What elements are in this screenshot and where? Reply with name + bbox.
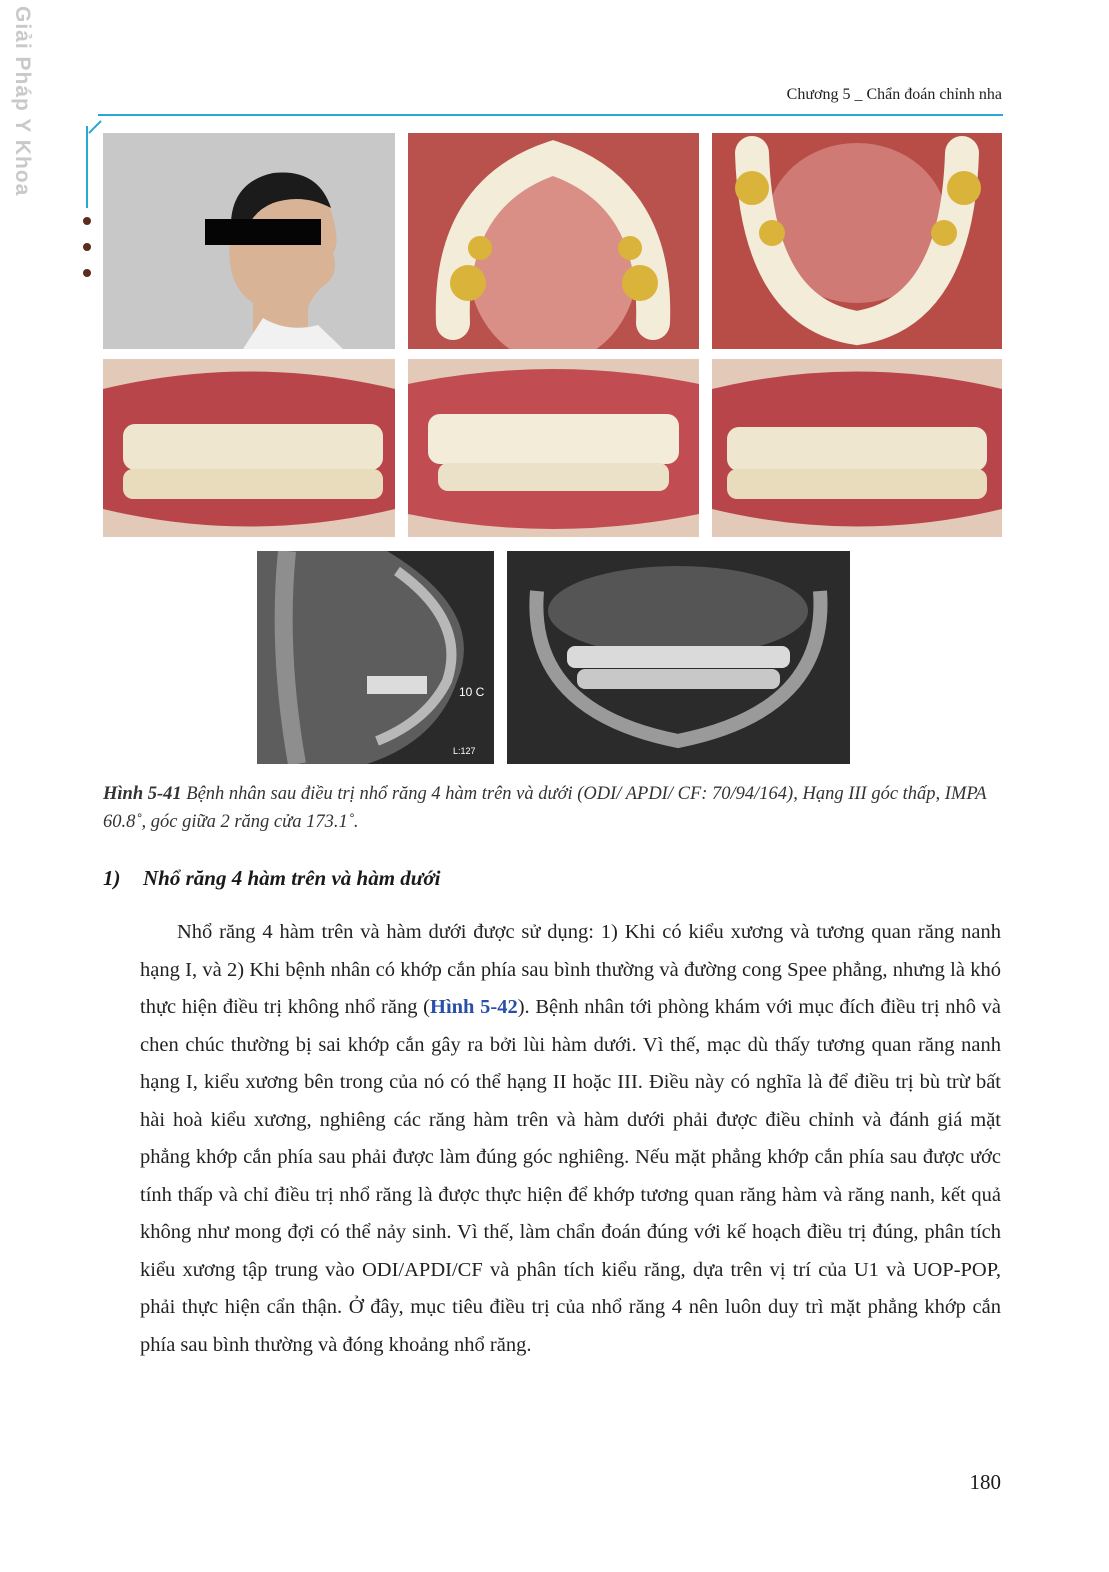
section-number: 1) (103, 866, 121, 890)
right-buccal-photo (103, 359, 395, 537)
figure-caption (103, 780, 1003, 836)
ceph-l-text: L:127 (453, 746, 476, 756)
body-text-start: Nhổ răng 4 hàm trên và hàm dưới được sử dụng: 1) Khi có kiểu xương và tương quan răng nanh hạng I, và 2) Khi bệnh nhân có khớp cắn phía sau bình thường và đường cong Spee phẳng, nhưng là khó thực hiện điều trị không nhổ răng ( (140, 921, 1001, 1018)
frontal-bite-photo (408, 359, 699, 537)
body-text-end: ). Bệnh nhân tới phòng khám với mục đích điều trị nhô và chen chúc thường bị sai khớp cắn gây ra bởi lùi hàm dưới. Vì thế, mạc dù thấy tương quan răng nanh hạng I, kiểu xương bên trong của nó có thể hạng II hoặc III. Điều này có nghĩa là để điều trị bù trừ bất hài hoà kiểu xương, nghiêng các răng hàm trên và hàm dưới phải được điều chỉnh và đánh giá mặt phẳng khớp cắn phía sau phải được làm đúng góc nghiêng. Nếu mặt phẳng khớp cắn phía sau được ước tính thấp và chỉ điều trị nhổ răng là được thực hiện để khớp tương quan răng hàm và răng nanh, kết quả không như mong đợi có thể nảy sinh. Vì thế, làm chẩn đoán đúng với kế hoạch điều trị đúng, phân tích kiểu xương tập trung vào ODI/APDI/CF và phân tích kiểu răng, dựa trên vị trí của U1 và UOP-POP, phải thực hiện cẩn thận. Ở đây, mục tiêu điều trị của nhổ răng 4 nên luôn duy trì mặt phẳng khớp cắn phía sau bình thường và đóng khoảng nhổ răng. (140, 996, 1001, 1356)
side-watermark: Giải Pháp Y Khoa (11, 6, 34, 197)
cephalometric-xray (257, 551, 494, 764)
figure-caption-text: Bệnh nhân sau điều trị nhổ răng 4 hàm trên và dưới (ODI/ APDI/ CF: 70/94/164), Hạng III góc thấp, IMPA 60.8˚, góc giữa 2 răng cửa 173.1˚. (103, 784, 987, 832)
ceph-marker-text: 10 C (459, 685, 485, 699)
section-heading (103, 866, 441, 891)
header-rule-corner (88, 120, 101, 133)
margin-dot (83, 217, 91, 225)
chapter-header: Chương 5 _ Chẩn đoán chỉnh nha (786, 86, 1002, 103)
lower-occlusal-photo (712, 133, 1002, 349)
figure-reference-link[interactable]: Hình 5-42 (430, 996, 518, 1018)
margin-line (86, 126, 88, 208)
section-title: Nhổ răng 4 hàm trên và hàm dưới (143, 866, 441, 890)
figure-label: Hình 5-41 (103, 784, 182, 804)
margin-dot (83, 269, 91, 277)
page-number: 180 (969, 1470, 1001, 1494)
left-buccal-photo (712, 359, 1002, 537)
margin-dot (83, 243, 91, 251)
panoramic-xray (507, 551, 850, 764)
profile-photo (103, 133, 395, 349)
body-paragraph (140, 914, 1001, 1364)
upper-occlusal-photo (408, 133, 699, 349)
eye-bar (205, 219, 321, 245)
header-rule (98, 114, 1003, 116)
